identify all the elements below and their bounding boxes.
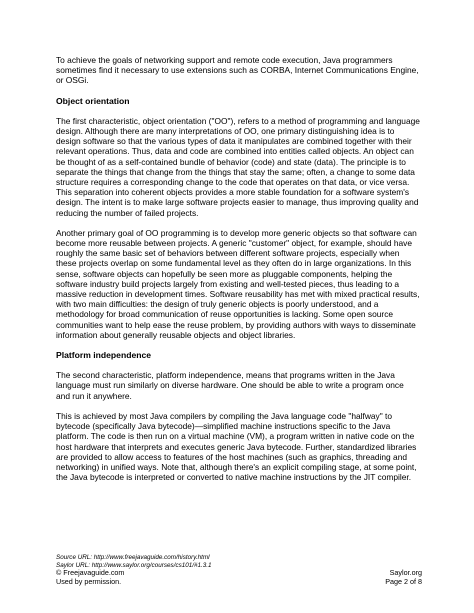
permission-text: Used by permission. [56, 576, 122, 586]
copyright-text: © Freejavaguide.com [56, 568, 125, 578]
heading-platform-independence: Platform independence [56, 350, 152, 361]
footer-row-permission [56, 578, 422, 586]
paragraph-networking-extensions: To achieve the goals of networking support and remote code execution, Java programmers sometimes find it necessary to use extensions such as CORBA, Internet Communications Engine, or OSGi. [56, 55, 419, 86]
paragraph-platform-second-characteristic: The second characteristic, platform independence, means that programs written in the Java language must run similarly on diverse hardware. One should be able to write a program once and run it anywhere. [56, 370, 404, 401]
page-footer [56, 554, 422, 586]
source-url: Source URL: http://www.freejavaguide.com/history.html [56, 554, 210, 561]
heading-object-orientation: Object orientation [56, 95, 130, 106]
page-number: Page 2 of 8 [385, 576, 422, 586]
paragraph-bytecode: This is achieved by most Java compilers by compiling the Java language code "halfway" to bytecode (specifically Java bytecode)—simplified machine instructions specific to the Java platform. The code is then run on a virtual machine (VM), a program written in native code on the host hardware that interprets and executes generic Java bytecode. Further, standardized libraries are provided to allow access to features of the host machines (such as graphics, threading and networking) in unified ways. Note that, although there's an explicit compiling stage, at some point, the Java bytecode is interpreted or converted to native machine instructions by the JIT compiler. [56, 410, 417, 483]
publisher-text: Saylor.org [389, 568, 422, 578]
paragraph-oo-reuse: Another primary goal of OO programming is to develop more generic objects so that software can become more reusable between projects. A generic "customer" object, for example, should have roughly the same basic set of behaviors between different software projects, especially when these projects overlap on some fundamental level as they often do in large organizations. In this sense, software objects can hopefully be seen more as pluggable components, helping the software industry build projects largely from existing and well-tested pieces, thus leading to a massive reduction in development times. Software reusability has met with mixed practical results, with two main difficulties: the design of truly generic objects is poorly understood, and a methodology for broad communication of reuse opportunities is lacking. Some open source communities want to help ease the reuse problem, by providing authors with ways to disseminate information about generally reusable objects and object libraries. [56, 227, 420, 340]
paragraph-oo-first-characteristic: The first characteristic, object orientation ("OO"), refers to a method of programming and language design. Although there are many interpretations of OO, one primary distinguishing idea is to design software so that the various types of data it manipulates are combined together with their relevant operations. Thus, data and code are combined into entities called objects. An object can be thought of as a self-contained bundle of behavior (code) and state (data). The principle is to separate the things that change from the things that stay the same; often, a change to some data structure requires a corresponding change to the code that operates on that data, or vice versa. This separation into coherent objects provides a more stable foundation for a software system's design. The intent is to make large software projects easier to manage, thus improving quality and reducing the number of failed projects. [56, 115, 420, 218]
saylor-url: Saylor URL: http://www.saylor.org/courses/cs101/#1.3.1 [56, 561, 212, 569]
document-body [56, 55, 420, 492]
